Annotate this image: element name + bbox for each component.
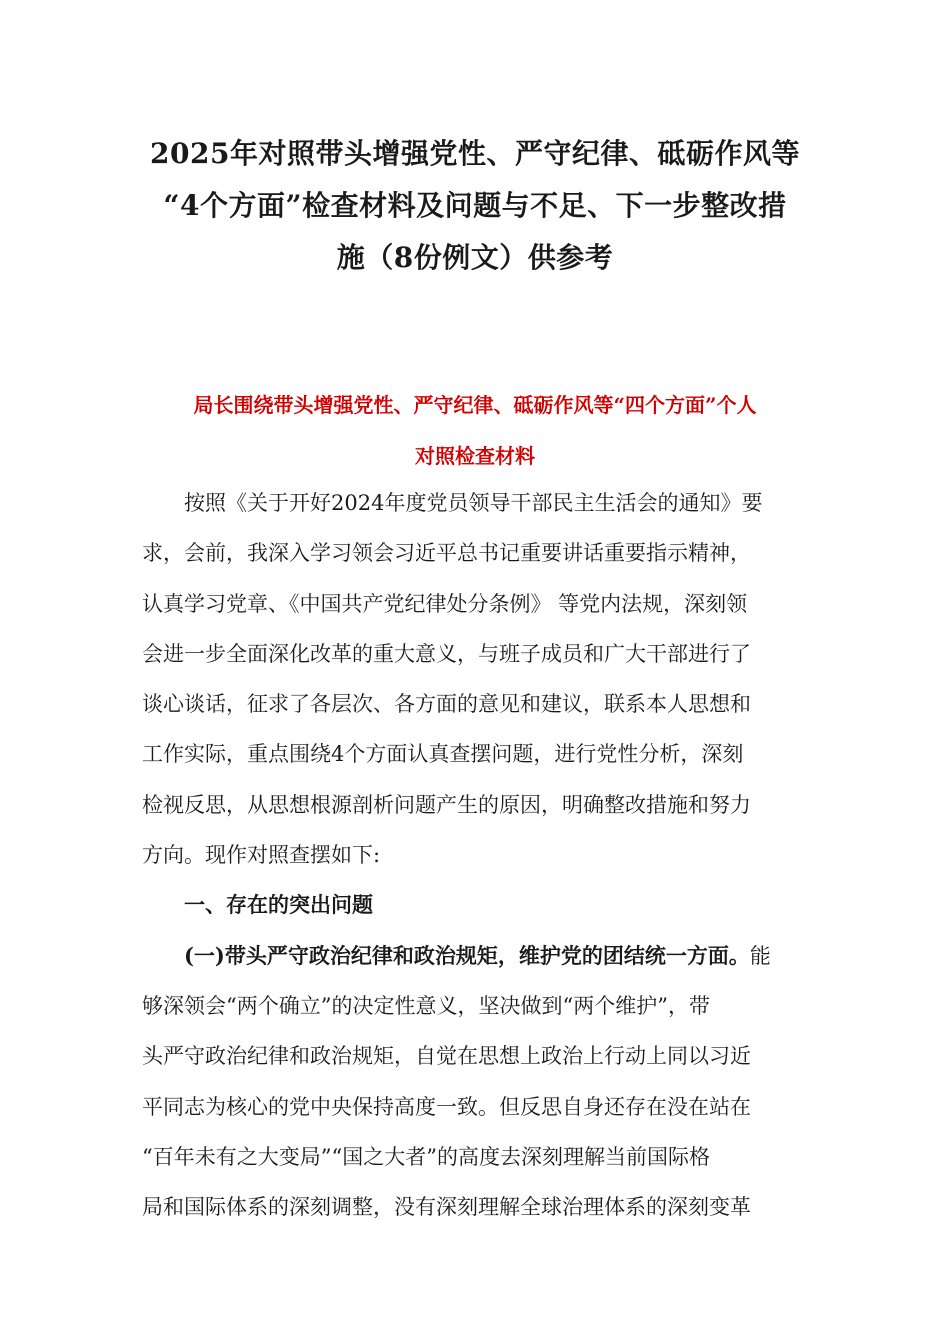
intro-line: 按照《关于开好2024年度党员领导干部民主生活会的通知》要 <box>184 491 763 515</box>
item-heading: (一)带头严守政治纪律和政治规矩，维护党的团结统一方面。 <box>184 942 750 968</box>
document-subtitle <box>140 380 810 482</box>
intro-line: 检视反思，从思想根源剖析问题产生的原因，明确整改措施和努力 <box>142 792 751 817</box>
intro-line: 认真学习党章、《中国共产党纪律处分条例》 等党内法规，深刻领 <box>142 591 748 616</box>
item-line: “百年未有之大变局”“国之大者”的高度去深刻理解当前国际格 <box>142 1144 710 1169</box>
item-tail-text: 能 <box>749 943 771 968</box>
title-line: “4个方面”检查材料及问题与不足、下一步整改措 <box>163 189 787 222</box>
intro-line: 会进一步全面深化改革的重大意义，与班子成员和广大干部进行了 <box>142 641 751 666</box>
item-line: 够深领会“两个确立”的决定性意义，坚决做到“两个维护”，带 <box>142 993 710 1018</box>
subtitle-line: 局长围绕带头增强党性、严守纪律、砥砺作风等“四个方面”个人 <box>193 393 757 417</box>
intro-line: 求，会前，我深入学习领会习近平总书记重要讲话重要指示精神， <box>142 541 751 566</box>
title-line: 施（8份例文）供参考 <box>336 241 614 274</box>
document-title <box>120 128 830 284</box>
item-line: 头严守政治纪律和政治规矩，自觉在思想上政治上行动上同以习近 <box>142 1044 751 1069</box>
title-line: 2025年对照带头增强党性、严守纪律、砥砺作风等 <box>150 137 800 170</box>
subtitle-line: 对照检查材料 <box>415 444 535 468</box>
item-first-line <box>142 931 812 981</box>
intro-line: 方向。现作对照查摆如下: <box>142 843 381 868</box>
item-line: 局和国际体系的深刻调整，没有深刻理解全球治理体系的深刻变革 <box>142 1195 751 1220</box>
document-body <box>142 478 812 1232</box>
intro-line: 工作实际，重点围绕4个方面认真查摆问题，进行党性分析，深刻 <box>142 742 744 767</box>
section-heading: 一、存在的突出问题 <box>184 892 373 918</box>
intro-line: 谈心谈话，征求了各层次、各方面的意见和建议，联系本人思想和 <box>142 692 751 717</box>
item-line: 平同志为核心的党中央保持高度一致。但反思自身还存在没在站在 <box>142 1094 751 1119</box>
